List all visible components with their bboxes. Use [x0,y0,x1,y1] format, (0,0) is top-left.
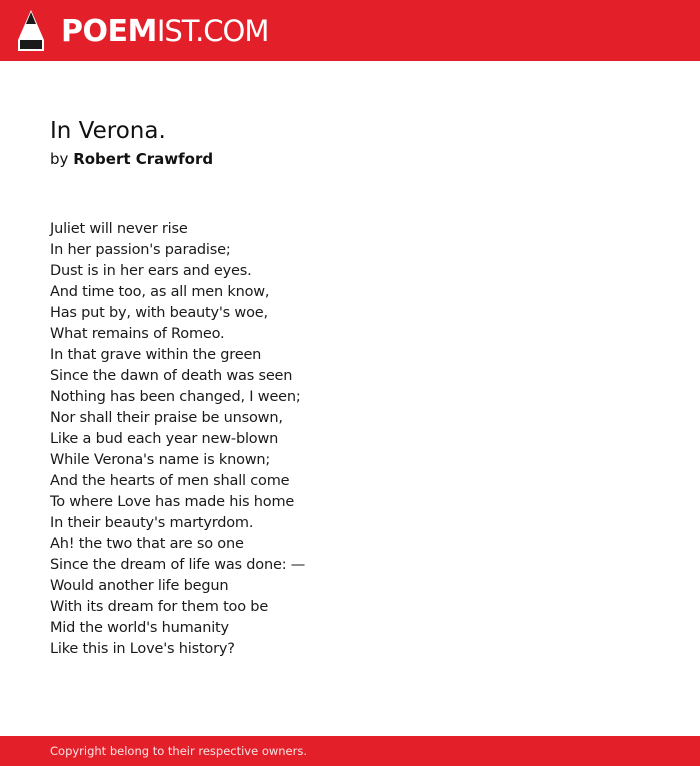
poem-line: Nothing has been changed, I ween; [50,389,301,405]
poem-line: What remains of Romeo. [50,326,225,342]
poem-line: Ah! the two that are so one [50,536,244,552]
poem-line: Like a bud each year new-blown [50,431,279,447]
poem-line: Dust is in her ears and eyes. [50,263,252,279]
author-name: Robert Crawford [73,150,214,168]
poem-line: In that grave within the green [50,347,262,363]
poem-line: Has put by, with beauty's woe, [50,305,268,321]
pencil-logo-icon[interactable] [18,10,44,51]
poem-title: In Verona. [50,118,166,144]
logo-light-text: IST.COM [156,14,269,48]
poem-line: While Verona's name is known; [50,452,271,468]
poem-line: Since the dream of life was done: — [50,557,306,573]
poem-line: Like this in Love's history? [50,641,235,657]
poem-byline [50,148,213,170]
site-footer [0,736,700,766]
poem-line: With its dream for them too be [50,599,269,615]
poem-line: Mid the world's humanity [50,620,229,636]
site-logo[interactable] [61,12,268,50]
poem-line: Nor shall their praise be unsown, [50,410,283,426]
poem-line: Since the dawn of death was seen [50,368,293,384]
poem-line: To where Love has made his home [50,494,295,510]
poem-line: And the hearts of men shall come [50,473,290,489]
by-label: by [50,150,69,168]
poem-body [50,219,305,660]
poem-line: And time too, as all men know, [50,284,270,300]
site-header [0,0,700,61]
poem-line: Would another life begun [50,578,229,594]
poem-line: In her passion's paradise; [50,242,231,258]
logo-bold-text: POEM [61,14,157,49]
poem-line: Juliet will never rise [50,221,188,237]
copyright-notice: Copyright belong to their respective owners. [50,744,308,758]
poem-line: In their beauty's martyrdom. [50,515,254,531]
